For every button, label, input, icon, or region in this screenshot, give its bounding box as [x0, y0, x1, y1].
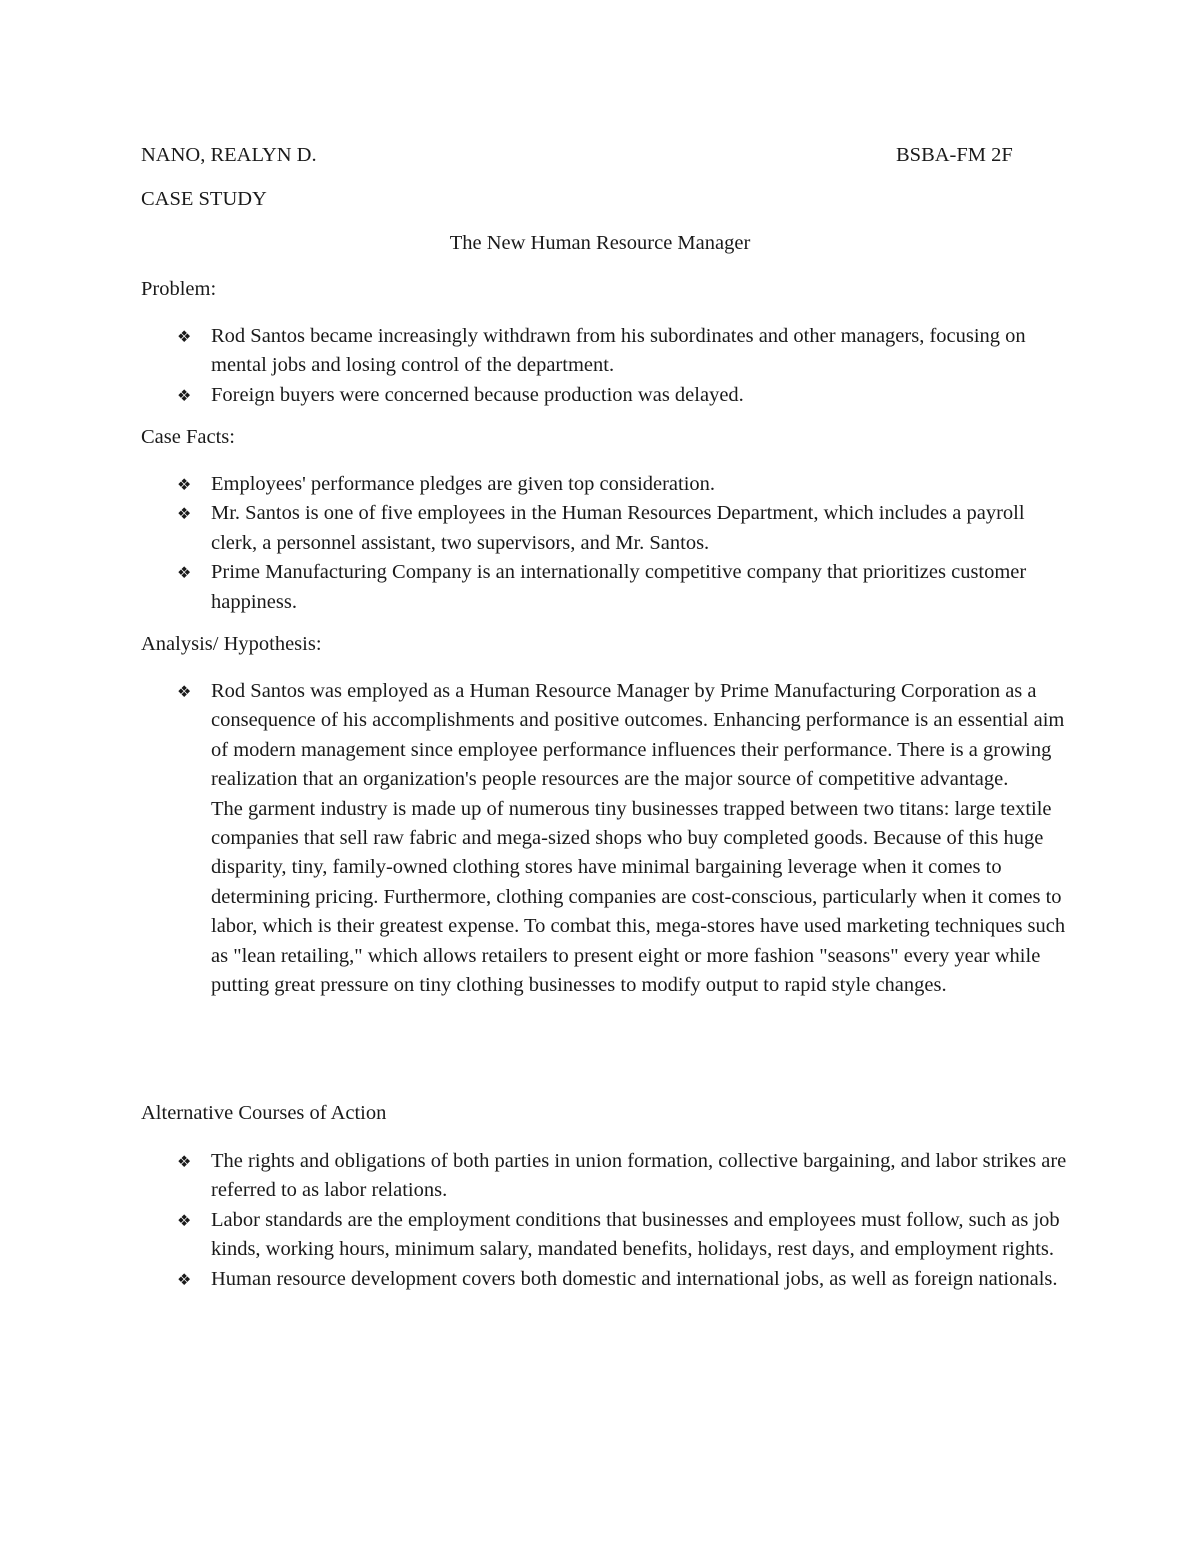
analysis-heading: Analysis/ Hypothesis: — [141, 633, 322, 655]
diamond-bullet-icon: ❖ — [177, 475, 192, 494]
list-item-text: Foreign buyers were concerned because production was delayed. — [211, 383, 744, 406]
list-item-text: Mr. Santos is one of five employees in the Human Resources Department, which includes a payroll clerk, a personnel assistant, two supervisors, and Mr. Santos. — [211, 502, 1025, 554]
list-item-text: Labor standards are the employment conditions that businesses and employees must follow, such as job kinds, working hours, minimum salary, mandated benefits, holidays, rest days, and employment rights. — [211, 1208, 1060, 1261]
list-item — [141, 677, 1071, 1000]
diamond-bullet-icon: ❖ — [177, 682, 192, 701]
list-item — [141, 322, 1071, 381]
alternatives-heading: Alternative Courses of Action — [141, 1102, 387, 1124]
analysis-paragraph-1: Rod Santos was employed as a Human Resource Manager by Prime Manufacturing Corporation as a consequence of his accomplishments and positive outcomes. Enhancing performance is an essential aim of modern management since employee performance influences their performance. There is a growing realization that an organization's people resources are the major source of competitive advantage. — [211, 680, 1065, 791]
diamond-bullet-icon: ❖ — [177, 563, 192, 583]
student-course: BSBA-FM 2F — [896, 144, 1013, 166]
case-study-label: CASE STUDY — [141, 188, 267, 210]
list-item — [141, 381, 1071, 410]
list-item-text: The rights and obligations of both parties in union formation, collective bargaining, and labor strikes are referred to as labor relations. — [211, 1150, 1067, 1202]
list-item-text: Rod Santos became increasingly withdrawn from his subordinates and other managers, focusing on mental jobs and losing control of the department. — [211, 325, 1026, 377]
alternatives-list — [141, 1147, 1071, 1294]
list-item — [141, 1206, 1071, 1265]
diamond-bullet-icon: ❖ — [177, 1269, 192, 1289]
list-item-text: Employees' performance pledges are given top consideration. — [211, 473, 716, 495]
list-item-text: Prime Manufacturing Company is an internationally competitive company that prioritizes customer happiness. — [211, 561, 1027, 613]
student-name: NANO, REALYN D. — [141, 144, 317, 166]
list-item — [141, 1147, 1071, 1206]
analysis-list — [141, 677, 1071, 1000]
problem-list — [141, 322, 1071, 410]
problem-heading: Problem: — [141, 278, 217, 300]
diamond-bullet-icon: ❖ — [177, 1152, 192, 1171]
list-item — [141, 558, 1071, 617]
analysis-paragraph-2: The garment industry is made up of numerous tiny businesses trapped between two titans: large textile companies that sell raw fabric and mega-sized shops who buy completed goods. Because of this huge disparity, tiny, family-owned clothing stores have minimal bargaining leverage when it comes to determining pricing. Furthermore, clothing companies are cost-conscious, particularly when it comes to labor, which is their greatest expense. To combat this, mega-stores have used marketing techniques such as "lean retailing," which allows retailers to present eight or more fashion "seasons" every year while putting great pressure on tiny clothing businesses to modify output to rapid style changes. — [211, 797, 1066, 997]
case-facts-list — [141, 470, 1071, 617]
list-item — [141, 470, 1071, 499]
diamond-bullet-icon: ❖ — [177, 1210, 192, 1230]
case-facts-heading: Case Facts: — [141, 426, 235, 448]
list-item — [141, 499, 1071, 558]
list-item — [141, 1265, 1071, 1294]
diamond-bullet-icon: ❖ — [177, 504, 192, 524]
list-item-text: Human resource development covers both domestic and international jobs, as well as foreign nationals. — [211, 1267, 1058, 1290]
diamond-bullet-icon: ❖ — [177, 327, 192, 346]
diamond-bullet-icon: ❖ — [177, 385, 192, 405]
document-title: The New Human Resource Manager — [449, 232, 751, 254]
